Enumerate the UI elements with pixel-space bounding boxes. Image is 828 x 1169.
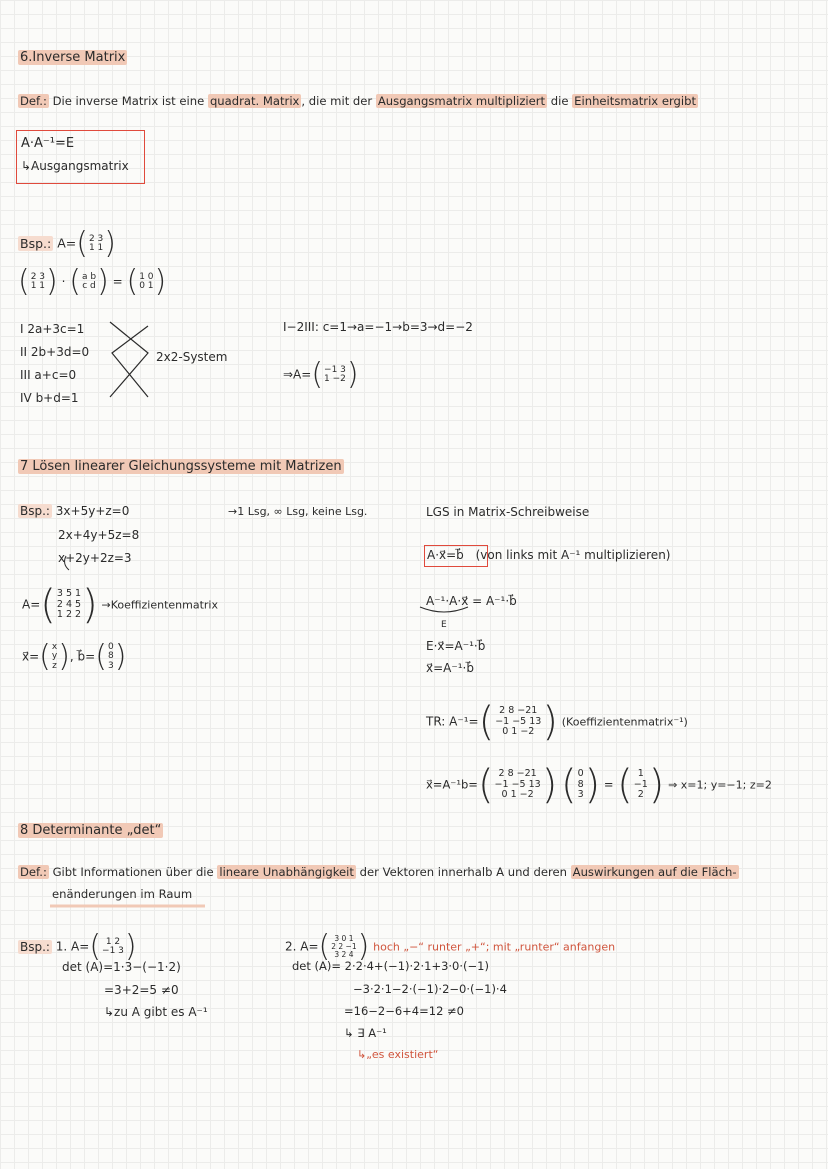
eq-matrix-2: ( a b c d ) (69, 264, 109, 299)
lgs-title: LGS in Matrix-Schreibweise (426, 505, 590, 519)
ex2-note-b: runter „+“ (424, 940, 486, 954)
section6-title-text: 6.Inverse Matrix (20, 50, 126, 65)
inverse-matrix: ( 2 8 −21 −1 −5 13 0 1 −2 ) (478, 699, 558, 745)
def-text-b: quadrat. Matrix (209, 94, 300, 108)
vectors-line (22, 639, 127, 674)
eq-dot: · (61, 274, 66, 289)
bsp-a-label: A= (57, 235, 77, 251)
section8-definition (18, 866, 739, 880)
ex1-line1: det (A)=1·3−(−1·2) (62, 960, 181, 974)
eq-equals: = (112, 274, 123, 289)
ex2-note-a: hoch „−“ (373, 940, 425, 954)
def-text-f: Einheitsmatrix ergibt (574, 94, 697, 108)
def8-text-d: Auswirkungen auf die Fläch- (572, 865, 737, 879)
solutions-note: →1 Lsg, ∞ Lsg, keine Lsg. (228, 505, 368, 518)
lgs-note: (von links mit A⁻¹ multiplizieren) (475, 548, 671, 562)
tr-prefix: TR: A⁻¹= (426, 714, 479, 729)
vector-b: ( 0 8 3 ) (95, 639, 127, 674)
eq-matrix-3: ( 1 0 0 1 ) (126, 264, 167, 299)
section8-definition-cont: enänderungen im Raum (52, 887, 193, 901)
def8-text-b: lineare Unabhängigkeit (219, 865, 354, 879)
ex2-label: 2. A= (285, 939, 319, 954)
coefficient-matrix-line (22, 582, 218, 628)
section8-title (18, 823, 163, 839)
final-vector-b: ( 0 8 3 ) (560, 762, 601, 808)
def8-text-c: der Vektoren innerhalb A und deren (355, 865, 571, 879)
final-solution-line (426, 762, 772, 808)
final-equals: = (603, 777, 614, 792)
matrix-a: ( 2 3 1 1 ) (76, 226, 116, 261)
example1-head (18, 929, 137, 964)
def-prefix: Def.: (20, 94, 47, 108)
vec-x-prefix: x⃗= (22, 649, 40, 664)
ex2-line5 (357, 1048, 438, 1061)
section7-bsp (18, 504, 129, 518)
ex2-matrix: ( 3 0 1 2 2 −1 3 2 4 ) (318, 929, 370, 964)
system-line-2: II 2b+3d=0 (20, 345, 90, 359)
equation-1: 3x+5y+z=0 (55, 504, 130, 518)
tr-inverse-line (426, 699, 688, 745)
system-label: 2x2-System (156, 350, 228, 364)
system-line-1: I 2a+3c=1 (20, 322, 85, 336)
equation-3: x+2y+2z=3 (58, 551, 132, 565)
ex1-line2: =3+2=5 ≠0 (104, 983, 179, 997)
final-text: ⇒ x=1; y=−1; z=2 (668, 778, 772, 792)
solve-line: I−2III: c=1→a=−1→b=3→d=−2 (283, 320, 473, 334)
step-1: A⁻¹·A·x⃗ = A⁻¹·b⃗ (426, 594, 517, 608)
ex1-label: 1. A= (55, 939, 90, 954)
vector-x: ( x y z ) (39, 639, 70, 674)
coef-label: →Koeffizientenmatrix (101, 598, 218, 612)
tr-note: (Koeffizientenmatrix⁻¹) (561, 715, 688, 729)
def-text-c: , die mit der (301, 94, 376, 108)
bsp7-prefix: Bsp.: (20, 504, 50, 518)
ex2-line2: −3·2·1−2·(−1)·2−0·(−1)·4 (353, 982, 507, 996)
step-2: E·x⃗=A⁻¹·b⃗ (426, 639, 486, 653)
coef-prefix: A= (22, 597, 41, 612)
ex2-note-c: ; mit „runter“ anfangen (485, 940, 616, 954)
lgs-equation-line (427, 548, 670, 562)
example2-head (285, 929, 616, 964)
result-matrix: ( −1 3 1 −2 ) (311, 357, 359, 392)
final-inverse-matrix: ( 2 8 −21 −1 −5 13 0 1 −2 ) (477, 762, 558, 808)
final-result-vector: ( 1 −1 2 ) (617, 762, 665, 808)
ex2-line3: =16−2−6+4=12 ≠0 (344, 1004, 465, 1018)
def8-prefix: Def.: (20, 865, 47, 879)
def-text-a: Die inverse Matrix ist eine (52, 94, 208, 108)
result-prefix: ⇒A= (283, 367, 312, 382)
def-text-d: Ausgangsmatrix multipliziert (377, 94, 546, 108)
section7-title-text: 7 Lösen linearer Gleichungssysteme mit Matrizen (20, 459, 342, 474)
box-line1: A·A⁻¹=E (21, 136, 75, 151)
step-3: x⃗=A⁻¹·b⃗ (426, 661, 474, 675)
ex2-exists-note: ↳„es existiert“ (357, 1048, 439, 1061)
def8-text-a: Gibt Informationen über die (52, 865, 218, 879)
ex2-line1: det (A)= 2·2·4+(−1)·2·1+3·0·(−1) (292, 959, 489, 973)
lgs-boxed: A·x⃗=b⃗ (427, 548, 464, 562)
final-prefix: x⃗=A⁻¹b= (426, 777, 478, 792)
eq-matrix-1: ( 2 3 1 1 ) (18, 264, 58, 299)
ex1-line3: ↳zu A gibt es A⁻¹ (104, 1005, 208, 1019)
system-line-4: IV b+d=1 (20, 391, 79, 405)
box-line2: ↳Ausgangsmatrix (21, 159, 129, 173)
vec-b-prefix: , b⃗= (69, 649, 96, 664)
coefficient-matrix: ( 3 5 1 2 4 5 1 2 2 ) (40, 582, 98, 628)
system-line-3: III a+c=0 (20, 368, 77, 382)
def-text-e: die (547, 94, 573, 108)
equation-2: 2x+4y+5z=8 (58, 528, 140, 542)
ex2-line4: ↳ ∃ A⁻¹ (344, 1026, 387, 1040)
ex1-matrix: ( 1 2 −1 3 ) (89, 929, 137, 964)
step-1-under: E (441, 620, 447, 630)
bsp8-prefix: Bsp.: (20, 939, 50, 954)
result-line (283, 357, 359, 392)
section8-title-text: 8 Determinante „det“ (20, 823, 162, 838)
bsp-prefix: Bsp.: (20, 235, 52, 251)
section7-title (18, 459, 344, 475)
